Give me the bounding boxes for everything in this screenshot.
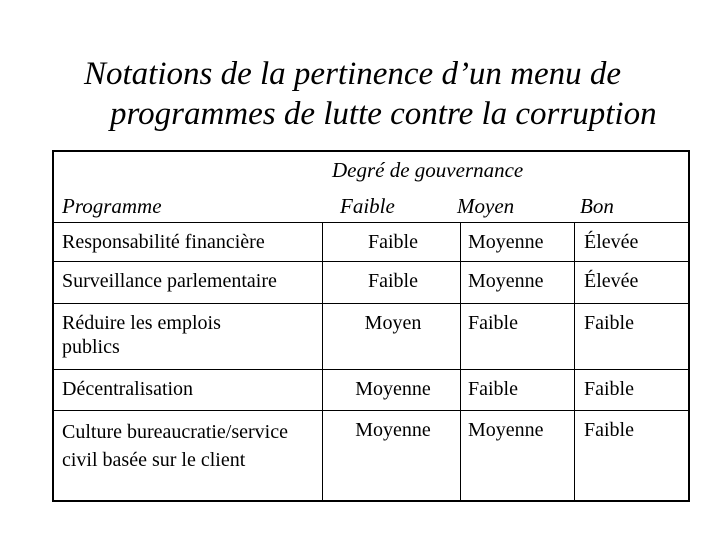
header-bon: Bon [580,194,614,218]
column-divider [460,222,461,502]
row-1-bon: Élevée [584,231,639,253]
header-divider [54,222,688,223]
row-3-moyen: Faible [468,312,518,334]
header-faible: Faible [340,194,395,218]
header-moyen: Moyen [457,194,515,218]
row-4-moyen: Faible [468,378,518,400]
row-2-bon: Élevée [584,270,639,292]
governance-table [52,150,690,502]
row-2-program: Surveillance parlementaire [62,270,277,292]
row-2-faible: Faible [368,270,418,292]
row-1-faible: Faible [368,231,418,253]
row-5-program: Culture bureaucratie/service civil basée sur le client [62,421,288,471]
row-1-program: Responsabilité financière [62,231,265,253]
row-4-program: Décentralisation [62,378,194,400]
row-2-moyen: Moyenne [468,270,544,292]
row-5-bon: Faible [584,419,634,441]
row-5-faible: Moyenne [355,419,431,441]
row-3-faible: Moyen [364,312,422,334]
row-4-bon: Faible [584,378,634,400]
row-3-program: Réduire les emplois publics [62,312,221,358]
row-3-bon: Faible [584,312,634,334]
header-degree: Degré de gouvernance [332,158,524,182]
row-divider [54,369,688,370]
row-1-moyen: Moyenne [468,231,544,253]
column-divider [322,222,323,502]
column-divider [574,222,575,502]
title-line-1: Notations de la pertinence d’un menu de [84,56,622,92]
row-4-faible: Moyenne [355,378,431,400]
title-line-2: programmes de lutte contre la corruption [110,96,657,132]
row-divider [54,261,688,262]
header-programme: Programme [62,194,162,218]
row-divider [54,303,688,304]
row-5-moyen: Moyenne [468,419,544,441]
row-divider [54,410,688,411]
